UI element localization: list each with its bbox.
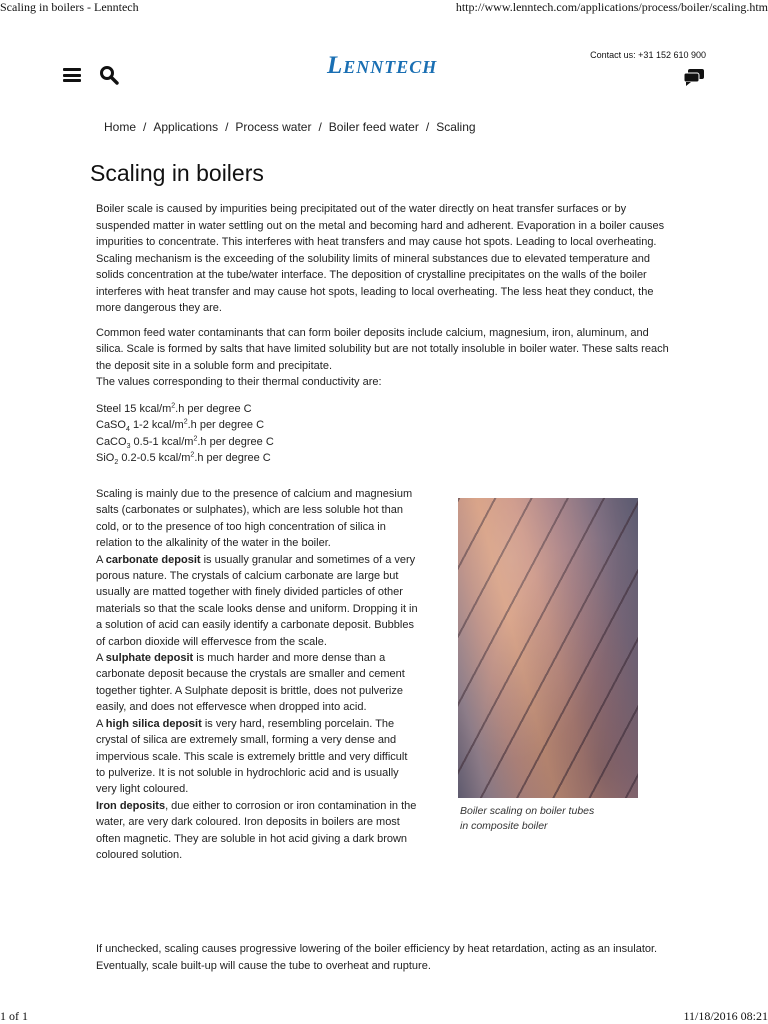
conductivity-item: SiO$_2$ 0.2-0.5 kcal/$m^2.h$ per degree C <box>96 451 271 467</box>
closing-paragraph: If unchecked, scaling causes progressive lowering of the boiler efficiency by heat retardation, acting as an insulator. Eventually, scale built-up will cause the tube to overheat and rupture. <box>96 943 658 972</box>
conductivity-list <box>96 401 672 467</box>
iron-term: Iron deposits <box>96 799 166 812</box>
breadcrumb-separator: / <box>318 120 322 134</box>
carbonate-paragraph: A carbonate deposit is usually granular and sometimes of a very porous nature. The crystals of calcium carbonate are large but usually are matted together with finely divided particles of other materials so that the scale looks dense and uniform. Dropping it in a solution of acid can easily identify a carbonate deposit. Bubbles of carbon dioxide will effervesce from the scale. <box>96 553 418 648</box>
intro-paragraph-3-text: The values corresponding to their thermal conductivity are: <box>96 376 382 388</box>
silica-paragraph: A high silica deposit is very hard, resembling porcelain. The crystal of silica are extremely small, forming a very dense and impervious scale. This scale is extremely brittle and very difficult to pulverize. It is not soluble in hydrochloric acid and is usually very light coloured. <box>96 717 408 796</box>
conductivity-item: Steel 15 kcal/$m^2.h$ per degree C <box>96 401 252 415</box>
print-page-count: 1 of 1 <box>0 1009 28 1023</box>
silica-term: high silica deposit <box>105 717 202 730</box>
breadcrumb-boiler-feed-water[interactable]: Boiler feed water <box>328 120 419 134</box>
intro-paragraph-2-text: Common feed water contaminants that can form boiler deposits include calcium, magnesium, iron, aluminum, and silica. Scale is formed by salts that have limited solubility but are not totally insoluble in boiler water. These salts reach the deposit site in a soluble form and precipitate. <box>96 326 669 372</box>
search-icon[interactable] <box>99 65 119 85</box>
sulphate-term: sulphate deposit <box>105 652 194 665</box>
menu-icon[interactable] <box>63 68 81 82</box>
breadcrumb-separator: / <box>225 120 229 134</box>
carbonate-term: carbonate deposit <box>105 553 201 566</box>
print-header <box>0 0 768 16</box>
print-page-title: Scaling in boilers - Lenntech <box>0 0 139 14</box>
scaling-text <box>96 486 418 863</box>
figure-caption: Boiler scaling on boiler tubes in composite boiler <box>460 805 595 832</box>
site-header <box>0 44 768 94</box>
conductivity-item: CaCO$_3$ 0.5-1 kcal/$m^2.h$ per degree C <box>96 434 274 450</box>
intro-paragraph-1: Boiler scale is caused by impurities being precipitated out of the water directly on heat transfer surfaces or by suspended matter in water settling out on the metal and becoming hard and adherent. Evaporation in a boiler causes impurities to concentrate. This interferes with heat transfers and may cause hot spots. Leading to local overheating. Scaling mechanism is the exceeding of the solubility limits of mineral substances due to elevated temperature and solids concentration at the tube/water interface. The deposition of crystalline precipitates on the walls of the boiler interferes with heat transfer and may cause hot spots, leading to local overheating. The less heat they conduct, the more dangerous they are. <box>96 203 665 314</box>
conductivity-item: CaSO$_4$ 1-2 kcal/$m^2.h$ per degree C <box>96 418 265 434</box>
page-title: Scaling in boilers <box>90 160 264 186</box>
intro-section <box>96 201 672 467</box>
breadcrumb-separator: / <box>143 120 147 134</box>
print-timestamp: 11/18/2016 08:21 <box>683 1009 768 1023</box>
contact-info[interactable]: Contact us: +31 152 610 900 <box>590 50 706 60</box>
site-logo[interactable]: Lenntech <box>327 52 438 79</box>
scaling-section <box>96 486 672 863</box>
boiler-tubes-photo <box>458 498 638 798</box>
boiler-scaling-figure <box>458 498 638 834</box>
chat-icon[interactable] <box>683 68 705 86</box>
print-page-url: http://www.lenntech.com/applications/process/boiler/scaling.htm <box>455 0 768 14</box>
print-footer <box>0 1009 768 1024</box>
breadcrumb-separator: / <box>425 120 430 134</box>
breadcrumb-scaling[interactable]: Scaling <box>436 120 476 134</box>
breadcrumb-process-water[interactable]: Process water <box>235 120 312 134</box>
iron-paragraph: Iron deposits, due either to corrosion or iron contamination in the water, are very dark coloured. Iron deposits in boilers are most often magnetic. They are soluble in hot acid giving a dark brown coloured solution. <box>96 799 417 861</box>
scaling-intro: Scaling is mainly due to the presence of calcium and magnesium salts (carbonates or sulphates), which are less soluble hot than cold, or to the presence of too high concentration of silica in relation to the alkalinity of the water in the boiler. <box>96 488 413 550</box>
breadcrumb <box>104 120 476 134</box>
intro-paragraph-2 <box>96 325 672 391</box>
breadcrumb-home[interactable]: Home <box>104 120 137 134</box>
sulphate-paragraph: A sulphate deposit is much harder and more dense than a carbonate deposit because the crystals are smaller and cement together tighter. A Sulphate deposit is brittle, does not pulverize easily, and does not effervesce when dropped into acid. <box>96 652 405 714</box>
breadcrumb-applications[interactable]: Applications <box>153 120 219 134</box>
